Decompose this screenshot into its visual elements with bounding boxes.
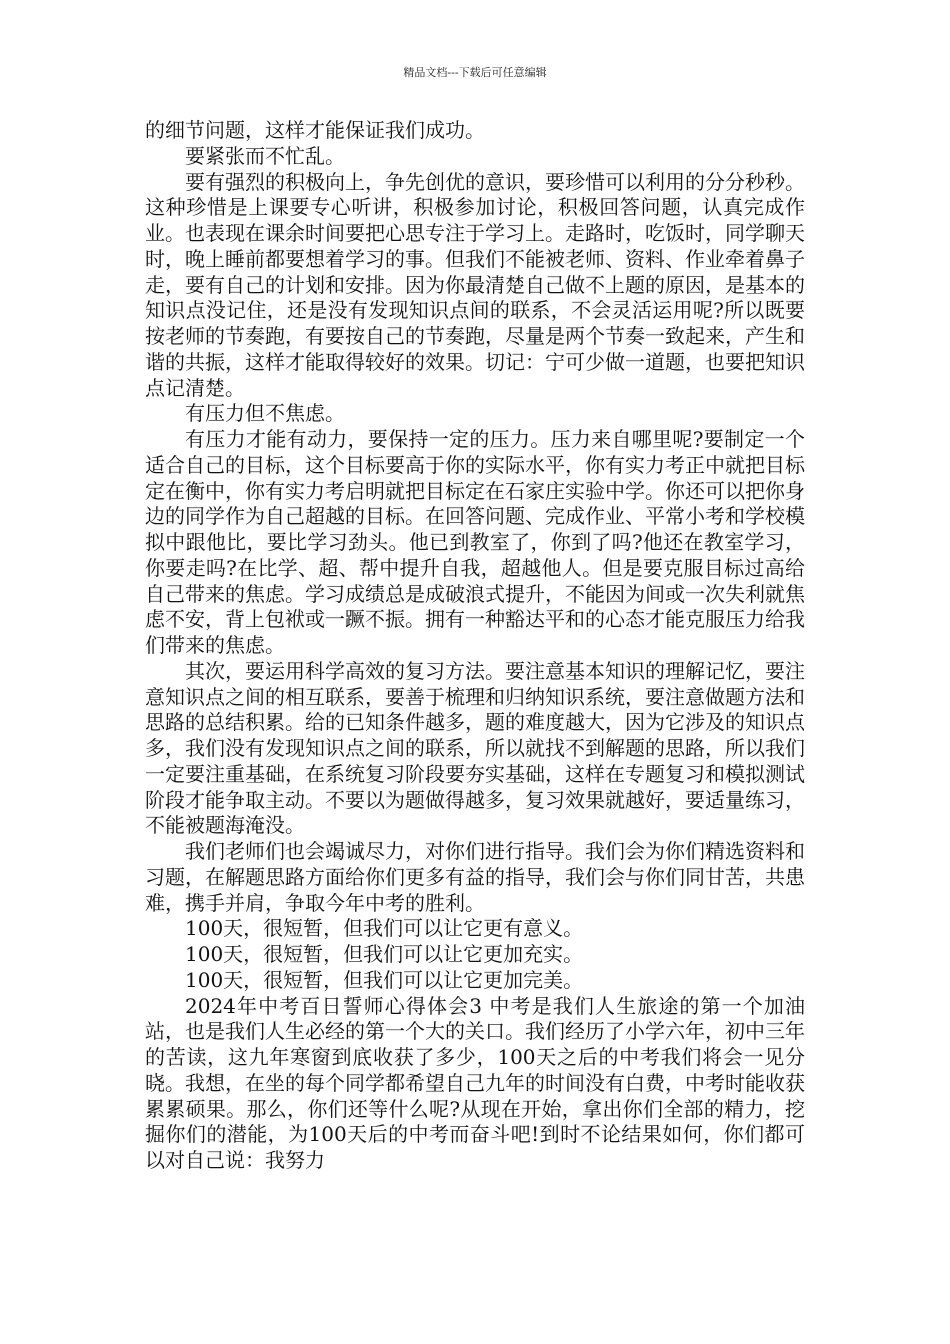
paragraph: 100天，很短暂，但我们可以让它更有意义。 bbox=[185, 916, 584, 941]
paragraph: 要有强烈的积极向上，争先创优的意识，要珍惜可以利用的分分秒秒。这种珍惜是上课要专心听讲，积极参加讨论，积极回答问题，认真完成作业。也表现在课余时间要把心思专注于学习上。走路时，吃饭时，同学聊天时，晚上睡前都要想着学习的事。但我们不能被老师、资料、作业牵着鼻子走，要有自己的计划和安排。因为你最清楚自己做不上题的原因，是基本的知识点没记住，还是没有发现知识点间的联系，不会灵活运用呢?所以既要按老师的节奏跑，有要按自己的节奏跑，尽量是两个节奏一致起来，产生和谐的共振，这样才能取得较好的效果。切记：宁可少做一道题，也要把知识点记清楚。 bbox=[145, 169, 805, 400]
paragraph: 2024年中考百日誓师心得体会3 中考是我们人生旅途的第一个加油站，也是我们人生必经的第一个大的关口。我们经历了小学六年，初中三年的苦读，这九年寒窗到底收获了多少，100天之后的中考我们将会一见分晓。我想，在坐的每个同学都希望自己九年的时间没有白费，中考时能收获累累硕果。那么，你们还等什么呢?从现在开始，拿出你们全部的精力，挖掘你们的潜能，为100天后的中考而奋斗吧!到时不论结果如何，你们都可以对自己说：我努力 bbox=[145, 993, 805, 1172]
paragraph: 我们老师们也会竭诚尽力，对你们进行指导。我们会为你们精选资料和习题，在解题思路方面给你们更多有益的指导，我们会与你们同甘苦，共患难，携手并肩，争取今年中考的胜利。 bbox=[145, 839, 805, 915]
paragraph-heading: 要紧张而不忙乱。 bbox=[185, 143, 345, 168]
paragraph: 有压力才能有动力，要保持一定的压力。压力来自哪里呢?要制定一个适合自己的目标，这个目标要高于你的实际水平，你有实力考正中就把目标定在衡中，你有实力考启明就把目标定在石家庄实验中学。你还可以把你身边的同学作为自己超越的目标。在回答问题、完成作业、平常小考和学校模拟中跟他比，要比学习劲头。他已到教室了，你到了吗?他还在教室学习，你要走吗?在比学、超、帮中提升自我，超越他人。但是要克服目标过高给自己带来的焦虑。学习成绩总是成破浪式提升，不能因为间或一次失利就焦虑不安，背上包袱或一蹶不振。拥有一种豁达平和的心态才能克服压力给我们带来的焦虑。 bbox=[145, 427, 805, 657]
paragraph-heading: 有压力但不焦虑。 bbox=[185, 401, 345, 426]
document-body bbox=[145, 118, 805, 1174]
paragraph: 100天，很短暂，但我们可以让它更加充实。 bbox=[185, 942, 584, 966]
paragraph: 100天，很短暂，但我们可以让它更加完美。 bbox=[185, 967, 584, 992]
paragraph: 其次，要运用科学高效的复习方法。要注意基本知识的理解记忆，要注意知识点之间的相互联系，要善于梳理和归纳知识系统，要注意做题方法和思路的总结积累。给的已知条件越多，题的难度越大，因为它涉及的知识点多，我们没有发现知识点之间的联系，所以就找不到解题的思路，所以我们一定要注重基础，在系统复习阶段要夯实基础，这样在专题复习和模拟测试阶段才能争取主动。不要以为题做得越多，复习效果就越好，要适量练习，不能被题海淹没。 bbox=[145, 658, 805, 838]
page-header: 精品文档---下载后可任意编辑 bbox=[403, 66, 547, 79]
paragraph: 的细节问题，这样才能保证我们成功。 bbox=[145, 118, 485, 142]
